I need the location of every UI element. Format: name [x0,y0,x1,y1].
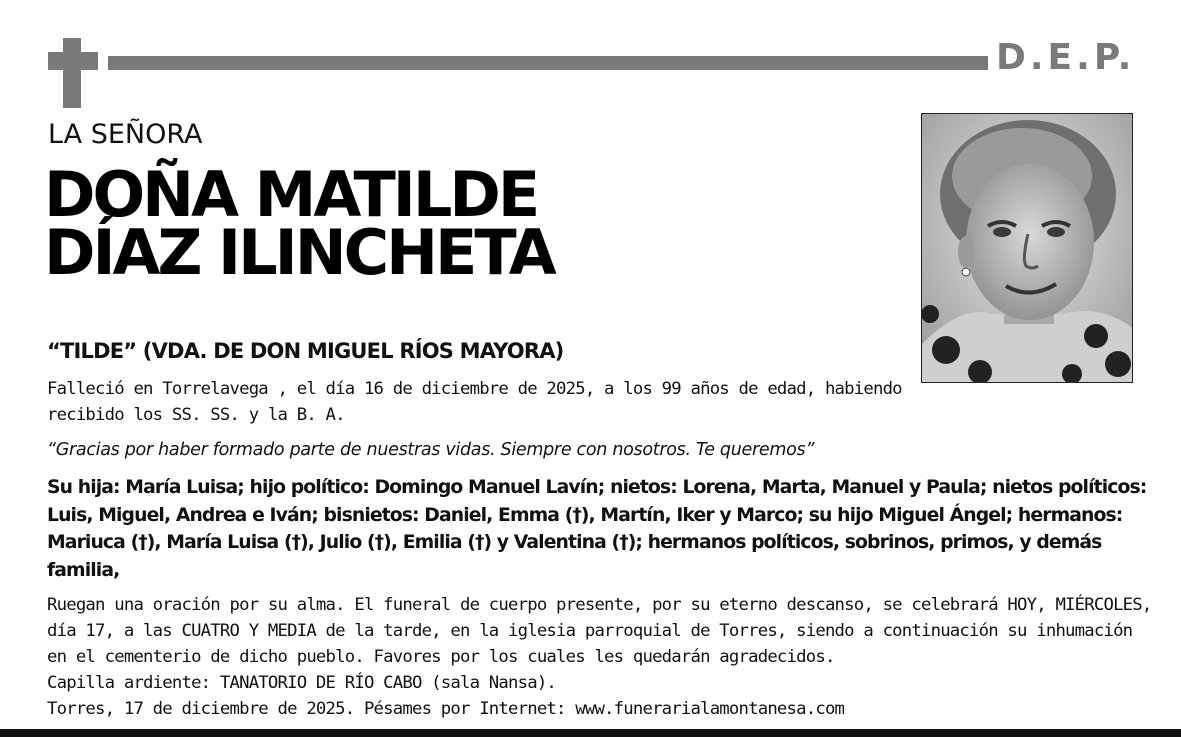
footer-info: Torres, 17 de diciembre de 2025. Pésames por Internet: www.funerarialamontanesa.com [47,699,845,719]
honorific: LA SEÑORA [48,119,203,150]
nickname-line: “TILDE” (VDA. DE DON MIGUEL RÍOS MAYORA) [47,339,564,363]
header-rule [108,56,988,70]
portrait-illustration [922,114,1133,383]
funeral-info: Ruegan una oración por su alma. El funeral de cuerpo presente, por su eterno descanso, se celebrará HOY, MIÉRCOLES, día 17, a las CUATRO Y MEDIA de la tarde, en la iglesia parroquial de Torres, siendo a continuación su inhumación en el cementerio de dicho pueblo. Favores por los cuales les quedarán agradecidos. [47,595,1152,667]
deceased-name-line-2: DÍAZ ILINCHETA [44,216,554,289]
deceased-name-line-1: DOÑA MATILDE [44,158,538,231]
family-list: Su hija: María Luisa; hijo político: Domingo Manuel Lavín; nietos: Lorena, Marta, Manuel y Paula; nietos políticos: Luis, Miguel, Andrea e Iván; bisnietos: Daniel, Emma (†), Martín, Iker y Marco; su hijo Miguel Ángel; hermanos: Mariuca (†), María Luisa (†), Julio (†), Emilia (†) y Valentina (†); hermanos políticos, sobrinos, primos, y demás familia, [47,477,1147,581]
memorial-quote: “Gracias por haber formado parte de nuestras vidas. Siempre con nosotros. Te queremos” [47,440,815,460]
chapel-info: Capilla ardiente: TANATORIO DE RÍO CABO (sala Nansa). [47,673,557,693]
ceremony-details [47,592,1157,722]
bottom-rule [0,729,1181,737]
dep-label: D.E.P. [996,37,1136,78]
cross-icon-horizontal [48,52,98,70]
deceased-name [44,158,554,289]
death-information: Falleció en Torrelavega , el día 16 de diciembre de 2025, a los 99 años de edad, habiendo recibido los SS. SS. y la B. A. [47,379,902,425]
cross-icon-vertical [63,38,81,108]
portrait-photo [921,113,1133,383]
